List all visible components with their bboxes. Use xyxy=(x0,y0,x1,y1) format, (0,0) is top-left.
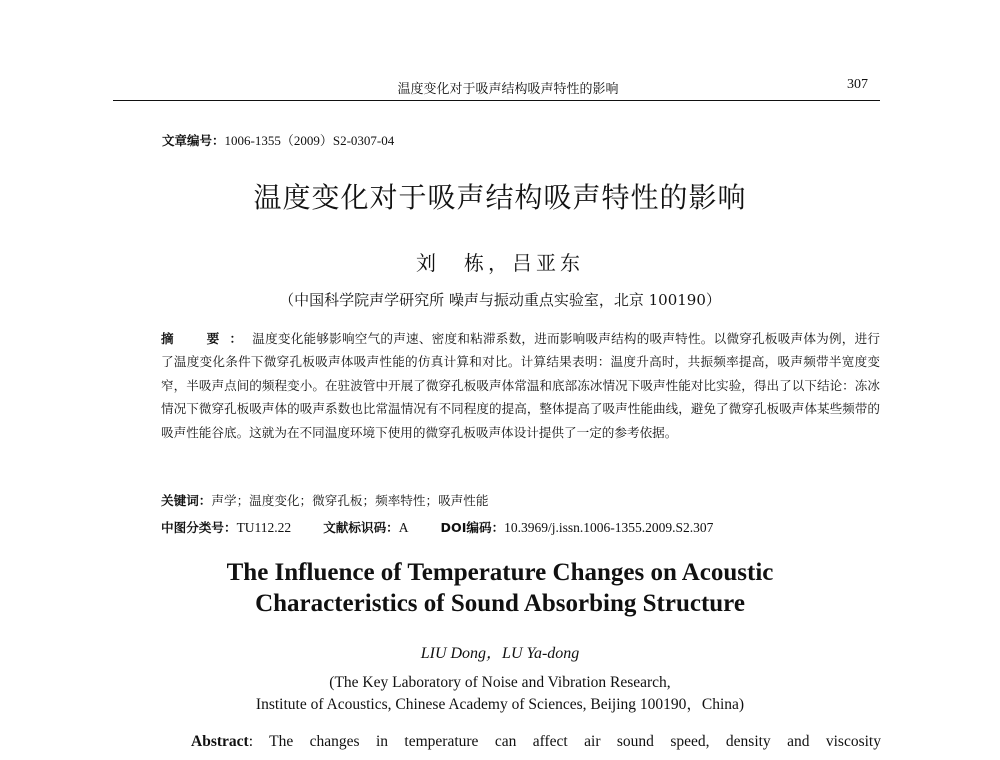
doc-code xyxy=(323,520,408,535)
article-number-value: 1006-1355（2009）S2-0307-04 xyxy=(224,133,395,148)
running-header xyxy=(113,76,880,101)
paper-title-en xyxy=(0,557,1000,619)
doc-label: 文献标识码： xyxy=(323,520,399,535)
clc-number xyxy=(161,520,291,535)
keywords-cn-text: 声学；温度变化；微穿孔板；频率特性；吸声性能 xyxy=(211,493,489,508)
paper-title-en-line1: The Influence of Temperature Changes on Acoustic xyxy=(226,559,774,586)
doi-code xyxy=(441,520,714,535)
abstract-cn-label: 摘 要： xyxy=(161,331,253,346)
paper-title-en-line2: Characteristics of Sound Absorbing Structure xyxy=(255,590,745,617)
authors-en: LIU Dong，LU Ya-dong xyxy=(420,645,580,662)
article-number xyxy=(162,130,394,149)
clc-value: TU112.22 xyxy=(236,520,292,535)
abstract-cn-text: 温度变化能够影响空气的声速、密度和粘滞系数，进而影响吸声结构的吸声特性。以微穿孔板吸声体为例，进行了温度变化条件下微穿孔板吸声体吸声性能的仿真计算和对比。计算结果表明：温度升高时，共振频率提高，吸声频带半宽度变窄，半吸声点间的频程变小。在驻波管中开展了微穿孔板吸声体常温和底部冻冰情况下吸声性能对比实验，得出了以下结论：冻冰情况下微穿孔板吸声体的吸声系数也比常温情况有不同程度的提高，整体提高了吸声性能曲线，避免了微穿孔板吸声体某些频带的吸声性能谷底。这就为在不同温度环境下使用的微穿孔板吸声体设计提供了一定的参考依据。 xyxy=(161,331,881,440)
paper-title-cn: 温度变化对于吸声结构吸声特性的影响 xyxy=(253,181,747,214)
authors-cn: 刘 栋，吕亚东 xyxy=(416,251,584,275)
keywords-cn-label: 关键词： xyxy=(161,493,212,508)
abstract-cn xyxy=(161,327,880,444)
doi-value: 10.3969/j.issn.1006-1355.2009.S2.307 xyxy=(504,520,714,535)
abstract-en-text: : The changes in temperature can affect air sound speed, density and viscosity xyxy=(248,733,881,750)
abstract-en xyxy=(191,733,881,751)
keywords-cn xyxy=(161,490,880,509)
affiliation-en xyxy=(0,672,1000,716)
page-number: 307 xyxy=(847,77,868,92)
running-title: 温度变化对于吸声结构吸声特性的影响 xyxy=(397,82,619,97)
clc-label: 中图分类号： xyxy=(161,520,237,535)
classification-line xyxy=(161,517,880,536)
abstract-en-label: Abstract xyxy=(191,733,249,750)
affiliation-en-line2: Institute of Acoustics, Chinese Academy of Sciences, Beijing 100190，China) xyxy=(255,696,745,713)
article-number-label: 文章编号： xyxy=(162,133,225,148)
doi-label: DOI编码： xyxy=(440,520,505,535)
affiliation-cn: （中国科学院声学研究所 噪声与振动重点实验室，北京 100190） xyxy=(279,291,721,309)
affiliation-en-line1: (The Key Laboratory of Noise and Vibration Research, xyxy=(329,674,671,691)
doc-value: A xyxy=(398,520,409,535)
